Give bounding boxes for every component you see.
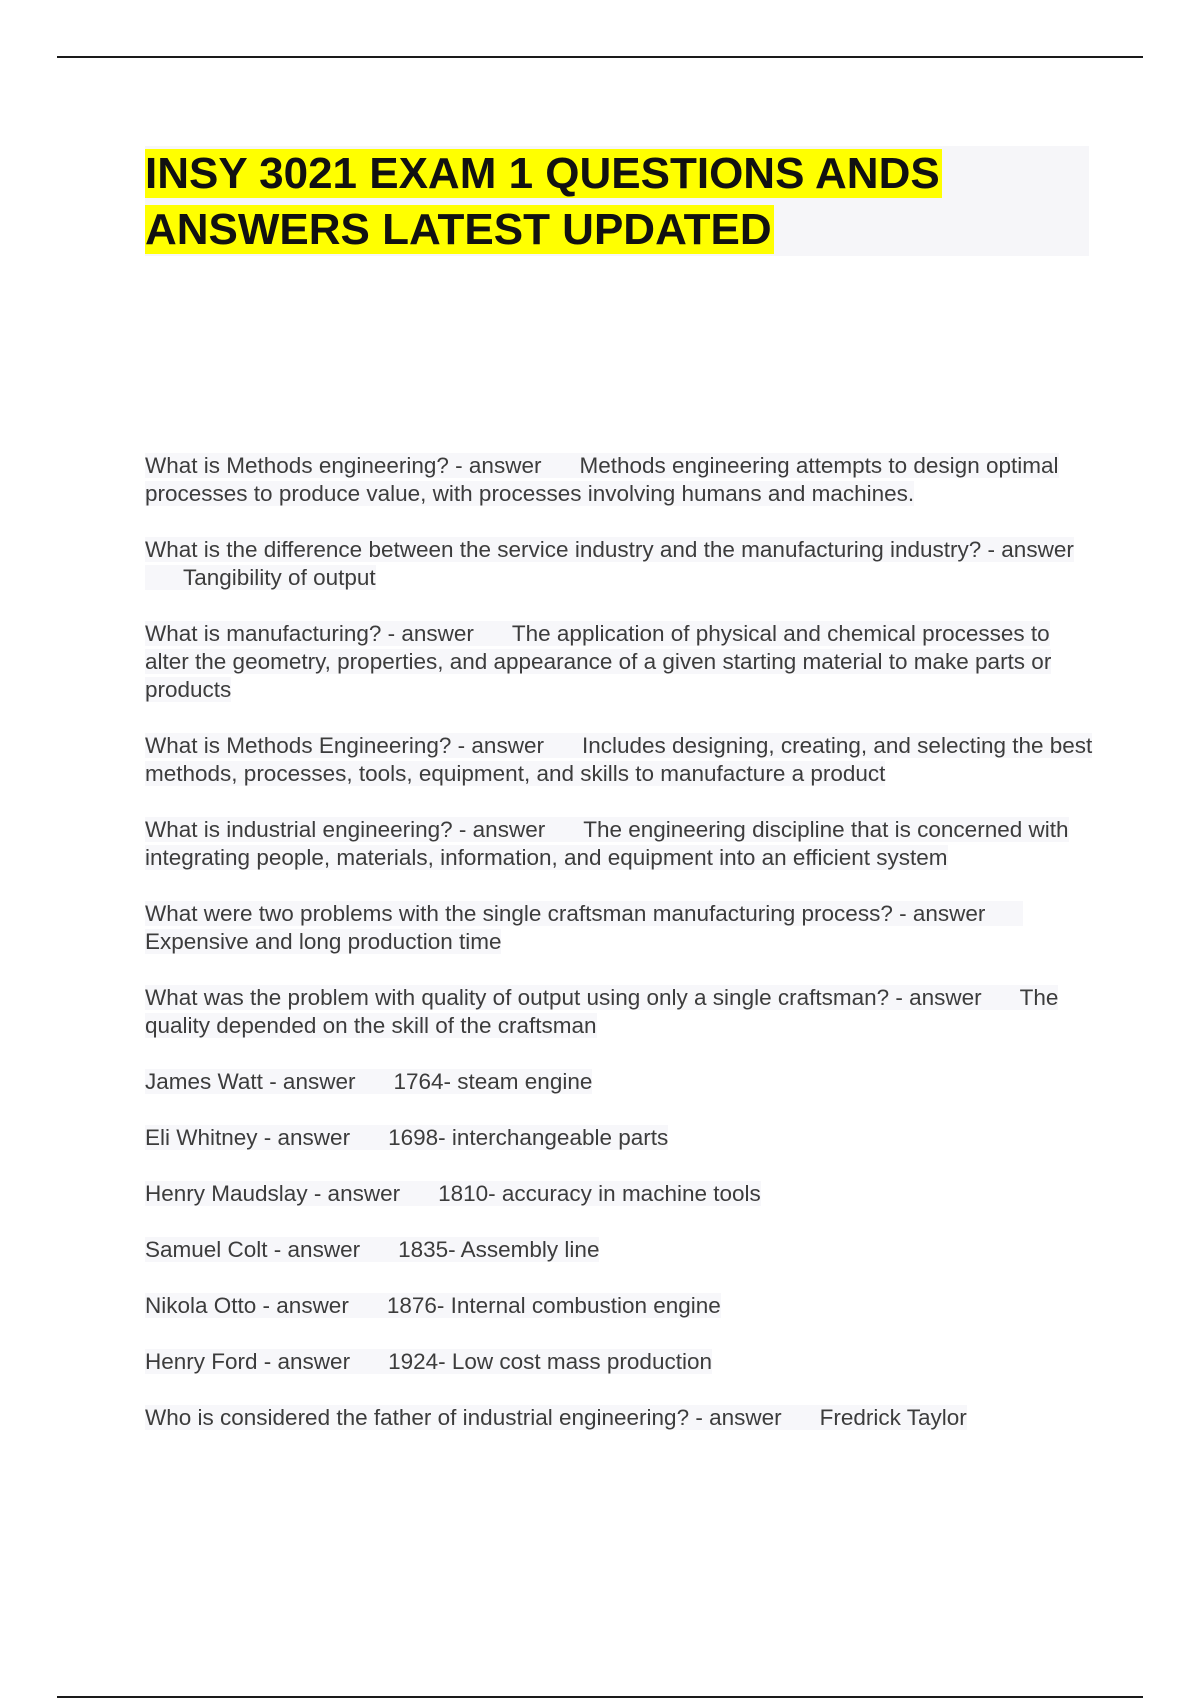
top-rule: [57, 56, 1143, 58]
qa-item: [145, 1292, 1095, 1320]
qa-question: Henry Maudslay - answer: [145, 1181, 401, 1206]
qa-question: What is Methods Engineering? - answer: [145, 733, 544, 758]
qa-answer: 1835- Assembly line: [398, 1237, 600, 1262]
qa-question: What is Methods engineering? - answer: [145, 453, 542, 478]
qa-list: [145, 452, 1095, 1460]
document-title: [145, 146, 1045, 258]
qa-item: [145, 816, 1095, 872]
qa-item: [145, 732, 1095, 788]
qa-answer: 1924- Low cost mass production: [388, 1349, 712, 1374]
qa-item: [145, 536, 1095, 592]
qa-answer: Tangibility of output: [183, 565, 376, 590]
qa-answer: 1698- interchangeable parts: [388, 1125, 669, 1150]
qa-question: James Watt - answer: [145, 1069, 356, 1094]
qa-item: [145, 1068, 1095, 1096]
qa-item: [145, 1348, 1095, 1376]
qa-item: [145, 1404, 1095, 1432]
document-title-line-2: ANSWERS LATEST UPDATED: [145, 205, 772, 254]
title-block: [145, 146, 1089, 256]
qa-answer: Expensive and long production time: [145, 929, 502, 954]
qa-item: [145, 1236, 1095, 1264]
qa-question: What is the difference between the service industry and the manufacturing industry? - answer: [145, 537, 1074, 562]
qa-question: What was the problem with quality of output using only a single craftsman? - answer: [145, 985, 982, 1010]
qa-question: Who is considered the father of industrial engineering? - answer: [145, 1405, 782, 1430]
qa-answer: 1810- accuracy in machine tools: [438, 1181, 761, 1206]
qa-item: [145, 1180, 1095, 1208]
qa-question: Eli Whitney - answer: [145, 1125, 351, 1150]
qa-item: [145, 452, 1095, 508]
qa-answer: 1764- steam engine: [393, 1069, 593, 1094]
qa-answer: Methods engineering attempts to design optimal processes to produce value, with processes involving humans and machines.: [145, 453, 1059, 506]
qa-answer: Includes designing, creating, and selecting the best methods, processes, tools, equipment, and skills to manufacture a product: [145, 733, 1093, 786]
qa-question: What were two problems with the single craftsman manufacturing process? - answer: [145, 901, 986, 926]
qa-question: Samuel Colt - answer: [145, 1237, 361, 1262]
qa-item: [145, 1124, 1095, 1152]
qa-item: [145, 620, 1095, 704]
qa-question: Henry Ford - answer: [145, 1349, 351, 1374]
qa-item: [145, 984, 1095, 1040]
qa-question: What is manufacturing? - answer: [145, 621, 474, 646]
qa-answer: The engineering discipline that is concerned with integrating people, materials, information, and equipment into an efficient system: [145, 817, 1069, 870]
qa-answer: The quality depended on the skill of the craftsman: [145, 985, 1059, 1038]
document-title-line-1: INSY 3021 EXAM 1 QUESTIONS ANDS: [145, 149, 940, 198]
bottom-rule: [57, 1696, 1143, 1698]
qa-answer: Fredrick Taylor: [819, 1405, 967, 1430]
qa-answer: The application of physical and chemical processes to alter the geometry, properties, and appearance of a given starting material to make parts or products: [145, 621, 1052, 702]
qa-item: [145, 900, 1095, 956]
qa-answer: 1876- Internal combustion engine: [386, 1293, 721, 1318]
qa-question: Nikola Otto - answer: [145, 1293, 349, 1318]
qa-question: What is industrial engineering? - answer: [145, 817, 546, 842]
